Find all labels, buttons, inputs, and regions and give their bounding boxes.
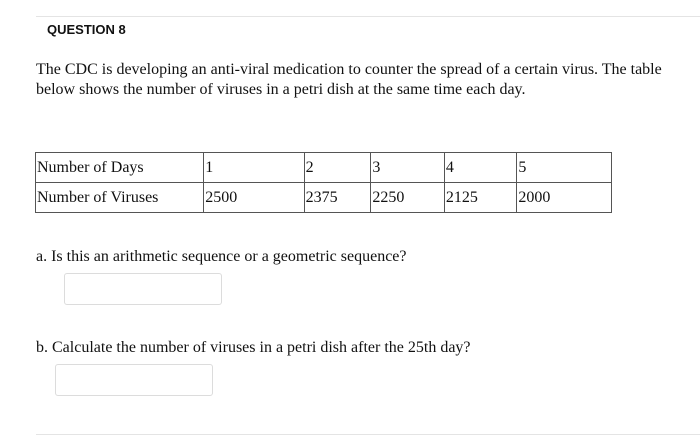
prompt-line-1: The CDC is developing an anti-viral medication to counter the spread of a certain virus. The table [36,61,662,78]
table-cell: 4 [444,153,517,183]
table-cell: 2500 [204,183,304,213]
part-b-question: b. Calculate the number of viruses in a petri dish after the 25th day? [36,339,471,356]
table-cell: 2125 [444,183,517,213]
table-cell: 5 [517,153,612,183]
prompt-line-2: below shows the number of viruses in a petri dish at the same time each day. [36,81,526,98]
question-prompt [36,60,700,100]
bottom-divider [36,434,700,435]
row-header-viruses: Number of Viruses [36,183,204,213]
table-row-viruses [36,183,612,213]
table-cell: 2000 [517,183,612,213]
top-divider [36,16,700,17]
virus-data-table [35,152,612,213]
table-cell: 2250 [371,183,444,213]
table-row-days [36,153,612,183]
table-cell: 2375 [304,183,371,213]
table-cell: 1 [204,153,304,183]
table-cell: 2 [304,153,371,183]
row-header-days: Number of Days [36,153,204,183]
part-a-answer-input[interactable] [64,273,222,305]
part-a-question: a. Is this an arithmetic sequence or a geometric sequence? [36,248,407,265]
table-cell: 3 [371,153,444,183]
part-b-answer-input[interactable] [55,364,213,396]
question-title: QUESTION 8 [47,22,126,37]
